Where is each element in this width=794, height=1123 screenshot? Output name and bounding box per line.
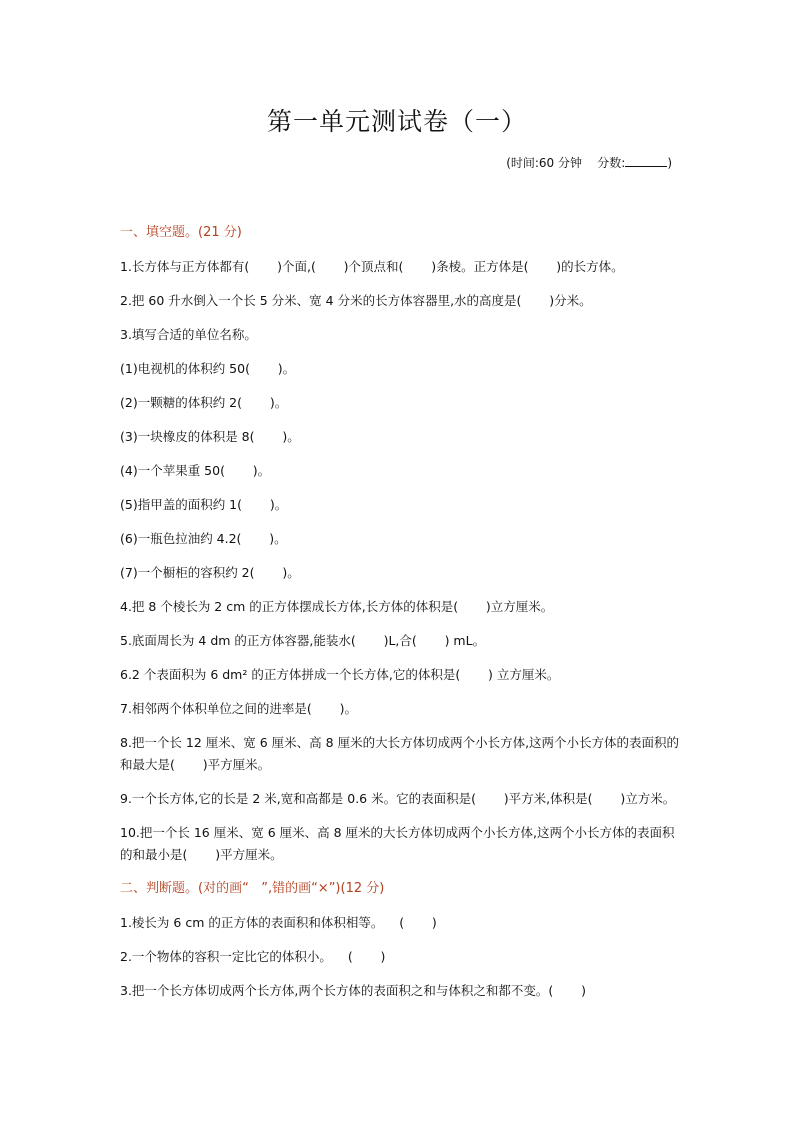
- question-item: 4.把 8 个棱长为 2 cm 的正方体摆成长方体,长方体的体积是( )立方厘米。: [120, 599, 554, 614]
- time-score-prefix: (时间:60 分钟 分数:: [506, 156, 626, 170]
- question-item: 5.底面周长为 4 dm 的正方体容器,能装水( )L,合( ) mL。: [120, 633, 486, 648]
- question-item: (3)一块橡皮的体积是 8( )。: [120, 429, 300, 444]
- section-heading-fill-blank: 一、填空题。(21 分): [120, 225, 242, 240]
- question-item: (1)电视机的体积约 50( )。: [120, 361, 296, 376]
- question-item: 9.一个长方体,它的长是 2 米,宽和高都是 0.6 米。它的表面积是( )平方米,体积是( )立方米。: [120, 791, 676, 806]
- question-item: (5)指甲盖的面积约 1( )。: [120, 497, 288, 512]
- time-score-suffix: ): [667, 156, 672, 170]
- question-item: (7)一个橱柜的容积约 2( )。: [120, 565, 300, 580]
- question-item: 6.2 个表面积为 6 dm² 的正方体拼成一个长方体,它的体积是( ) 立方厘米。: [120, 667, 560, 682]
- question-item: 3.填写合适的单位名称。: [120, 327, 257, 342]
- time-score-info: [506, 154, 672, 171]
- question-item: 1.棱长为 6 cm 的正方体的表面积和体积相等。 ( ): [120, 915, 437, 930]
- question-item: (6)一瓶色拉油约 4.2( )。: [120, 531, 287, 546]
- question-item: (2)一颗糖的体积约 2( )。: [120, 395, 288, 410]
- question-item: 2.一个物体的容积一定比它的体积小。 ( ): [120, 949, 386, 964]
- question-item: 1.长方体与正方体都有( )个面,( )个顶点和( )条棱。正方体是( )的长方体。: [120, 259, 624, 274]
- question-item: 2.把 60 升水倒入一个长 5 分米、宽 4 分米的长方体容器里,水的高度是( )分米。: [120, 293, 592, 308]
- score-blank-line: [625, 155, 667, 167]
- question-item: 10.把一个长 16 厘米、宽 6 厘米、高 8 厘米的大长方体切成两个小长方体,这两个小长方体的表面积的和最小是( )平方厘米。: [120, 825, 675, 862]
- question-item: 3.把一个长方体切成两个长方体,两个长方体的表面积之和与体积之和都不变。( ): [120, 983, 586, 998]
- page-title: 第一单元测试卷（一）: [266, 107, 527, 136]
- question-item: 7.相邻两个体积单位之间的进率是( )。: [120, 701, 357, 716]
- question-item: 8.把一个长 12 厘米、宽 6 厘米、高 8 厘米的大长方体切成两个小长方体,这两个小长方体的表面积的和最大是( )平方厘米。: [120, 735, 680, 772]
- section-heading-true-false: 二、判断题。(对的画“ ”,错的画“×”)(12 分): [120, 881, 385, 896]
- worksheet-content: [120, 222, 680, 1014]
- question-item: (4)一个苹果重 50( )。: [120, 463, 271, 478]
